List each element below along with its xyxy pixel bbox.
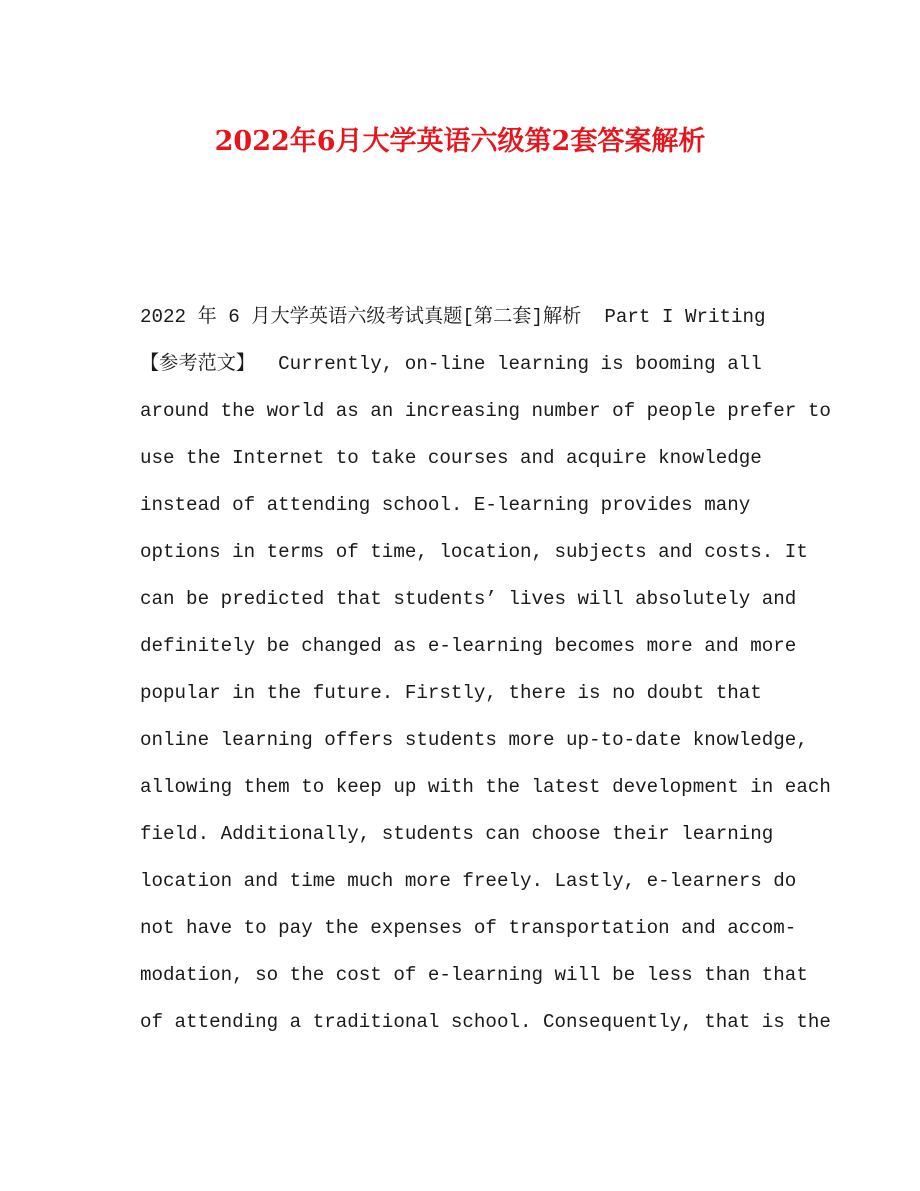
body-line: popular in the future. Firstly, there is no doubt that — [140, 682, 762, 704]
body-line: options in terms of time, location, subjects and costs. It — [140, 541, 808, 563]
body-line: definitely be changed as e-learning becomes more and more — [140, 635, 797, 657]
body-line: use the Internet to take courses and acquire knowledge — [140, 447, 762, 469]
body-line: 【参考范文】 Currently, on-line learning is booming all — [140, 353, 762, 375]
body-line: modation, so the cost of e-learning will be less than that — [140, 964, 808, 986]
document-title: 2022年6月大学英语六级第2套答案解析 — [214, 126, 706, 157]
body-line: of attending a traditional school. Consequently, that is the — [140, 1011, 831, 1033]
body-line: not have to pay the expenses of transportation and accom- — [140, 917, 797, 939]
body-line: allowing them to keep up with the latest development in each — [140, 776, 831, 798]
body-line: location and time much more freely. Lastly, e-learners do — [140, 870, 797, 892]
body-line: online learning offers students more up-to-date knowledge, — [140, 729, 808, 751]
body-line: around the world as an increasing number of people prefer to — [140, 400, 831, 422]
body-line: can be predicted that students’ lives will absolutely and — [140, 588, 797, 610]
body-line: instead of attending school. E-learning provides many — [140, 494, 751, 516]
body-line: field. Additionally, students can choose their learning — [140, 823, 774, 845]
body-line: 2022 年 6 月大学英语六级考试真题[第二套]解析 Part I Writing — [140, 306, 766, 328]
document-body — [140, 294, 831, 1046]
